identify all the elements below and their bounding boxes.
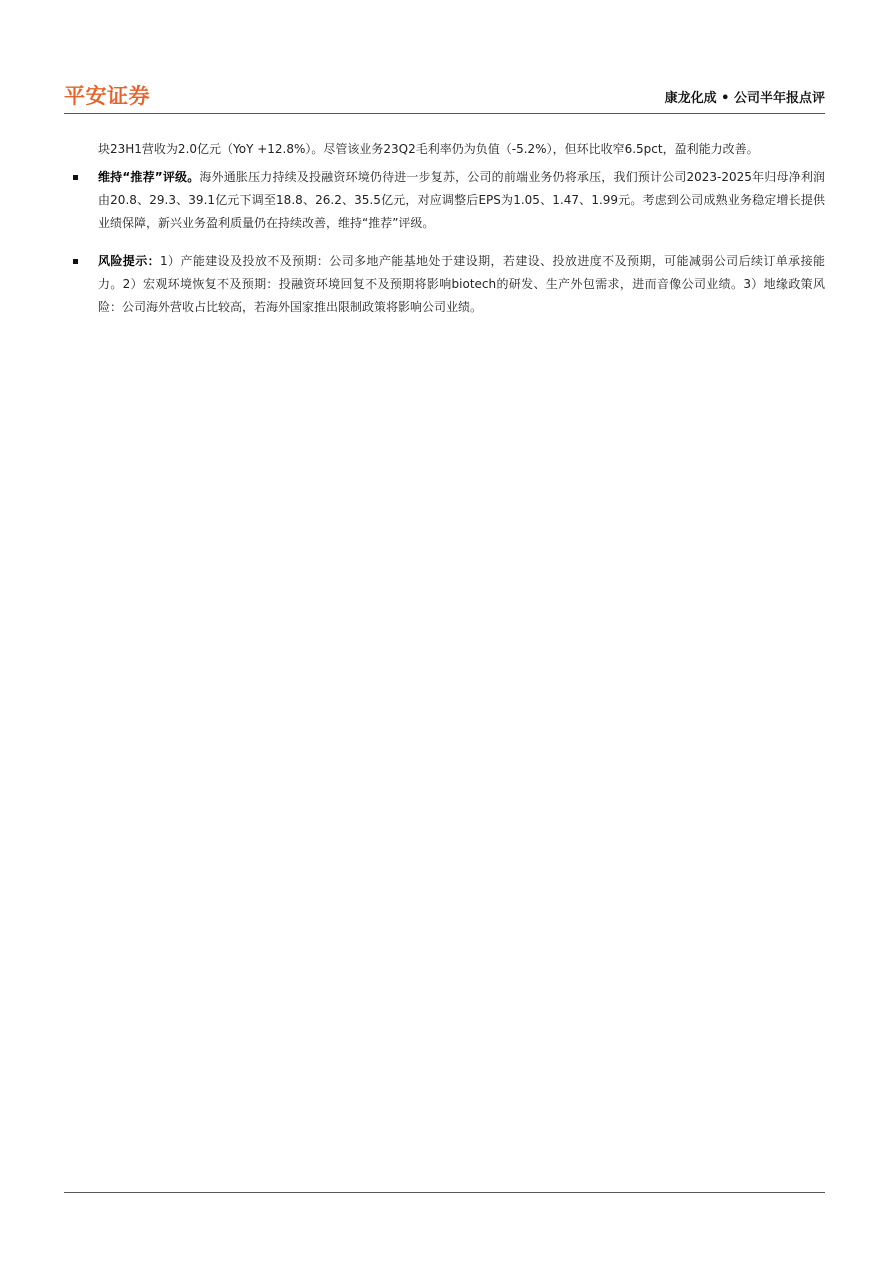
continued-paragraph: 块23H1营收为2.0亿元（YoY +12.8%）。尽管该业务23Q2毛利率仍为负值（-5.2%），但环比收窄6.5pct，盈利能力改善。 [98,142,759,156]
brand-logo: 平安证券 [64,84,150,108]
bullet-rating-text: 海外通胀压力持续及投融资环境仍待进一步复苏，公司的前端业务仍将承压，我们预计公司2023-2025年归母净利润由20.8、29.3、39.1亿元下调至18.8、26.2、35.5亿元，对应调整后EPS为1.05、1.47、1.99元。考虑到公司成熟业务稳定增长提供业绩保障，新兴业务盈利质量仍在持续改善，维持“推荐”评级。 [98,170,825,230]
footer-divider [64,1192,825,1193]
bullet-rating-lead: 维持“推荐”评级。 [98,170,200,184]
bullet-rating [98,166,825,235]
bullet-risk-text: 1）产能建设及投放不及预期：公司多地产能基地处于建设期，若建设、投放进度不及预期，可能减弱公司后续订单承接能力。2）宏观环境恢复不及预期：投融资环境回复不及预期将影响biotech的研发、生产外包需求，进而音像公司业绩。3）地缘政策风险：公司海外营收占比较高，若海外国家推出限制政策将影响公司业绩。 [98,254,825,314]
bullet-risk [98,250,825,319]
report-body [98,138,825,319]
report-label: 康龙化成 • 公司半年报点评 [664,91,825,106]
bullet-risk-lead: 风险提示： [98,254,161,268]
header-divider [64,113,825,114]
bullet-square-icon [73,259,78,264]
bullet-square-icon [73,175,78,180]
